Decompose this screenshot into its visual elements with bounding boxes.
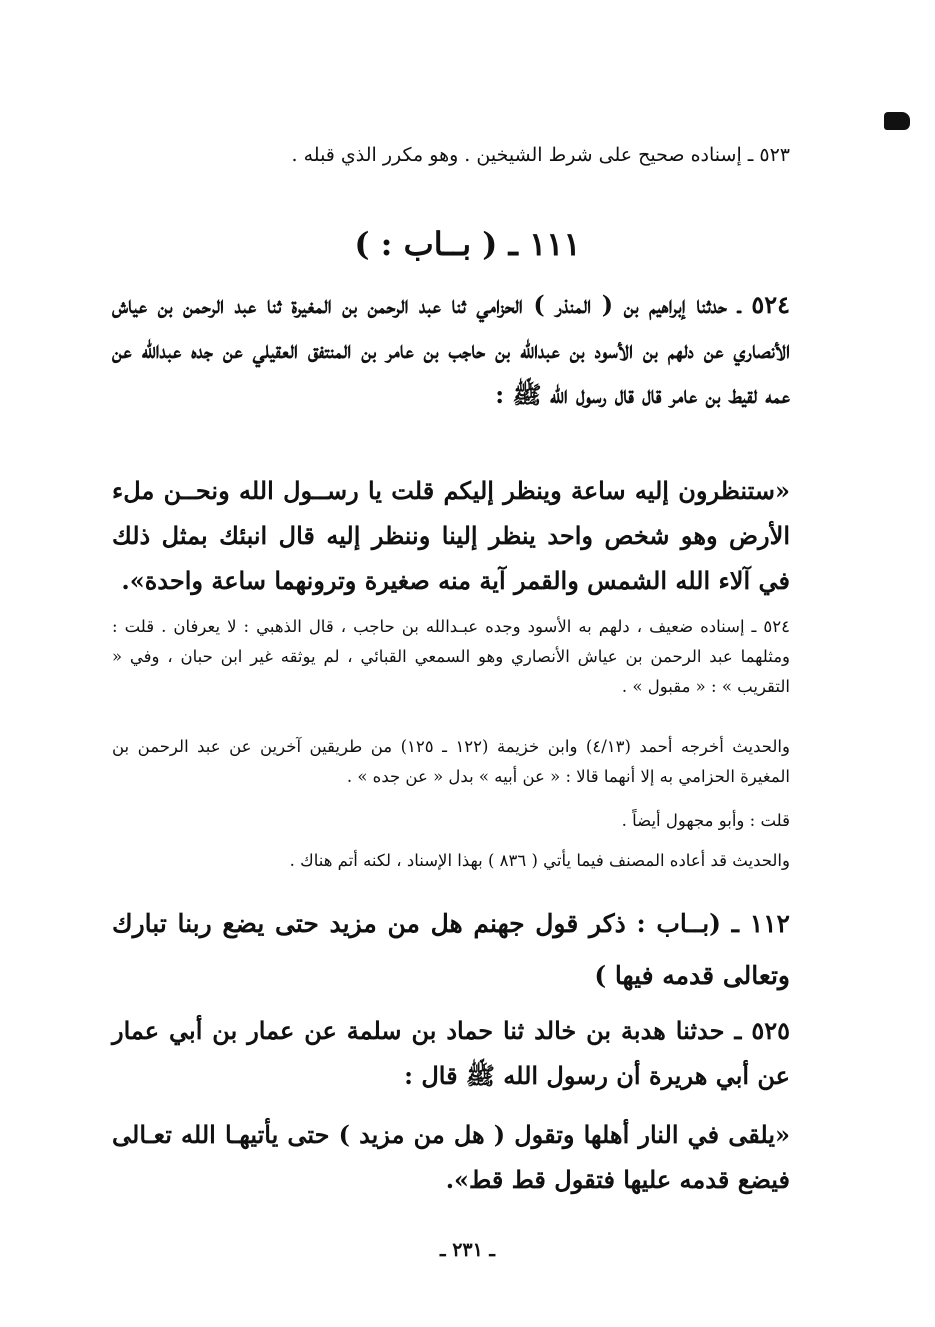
footnote-524: ٥٢٤ ـ إسناده ضعيف ، دلهم به الأسود وجده عبـدالله بن حاجب ، قال الذهبي : لا يعرفان . قلت : ومثلهما عبد الرحمن بن عياش الأنصاري وهو السمعي القبائي ، لم يوثقه غير ابن حبان ، وفي « التقريب » : « مقبول » . [112,617,790,696]
footnote-remark: قلت : وأبو مجهول أيضاً . [621,811,790,830]
footnote-repeat: والحديث قد أعاده المصنف فيما يأتي ( ٨٣٦ ) بهذا الإسناد ، لكنه أتم هناك . [289,851,790,870]
hadith-525-isnad: ٥٢٥ ـ حدثنا هدبة بن خالد ثنا حماد بن سلمة عن عمار بن أبي عمار عن أبي هريرة أن رسول الله ﷺ قال : [112,1016,790,1090]
footnote-takhrij: والحديث أخرجه أحمد (٤/١٣) وابن خزيمة (١٢٢ ـ ١٢٥) من طريقين آخرين عن عبد الرحمن بن المغيرة الحزامي به إلا أنهما قالا : « عن أبيه » بدل « عن جده » . [112,737,790,786]
hadith-525-matn: «يلقى في النار أهلها وتقول ( هل من مزيد ) حتى يأتيهـا الله تعـالى فيضع قدمه عليها فتقول قط قط». [112,1120,790,1194]
hadith-524-isnad: ٥٢٤ ـ حدثنا إبراهيم بن ( المنذر ) الحزامي ثنا عبد الرحمن بن المغيرة ثنا عبد الرحمن بن عياش الأنصاري عن دلهم بن الأسود بن عبدالله بن حاجب بن عامر بن المنتفق العقيلي عن جده عبدالله عن عمه لقيط بن عامر قال قال رسول الله ﷺ : [112,290,790,409]
page-number: ـ ٢٣١ ـ [440,1239,495,1261]
chapter-heading-112: ١١٢ ـ (بــاب : ذكر قول جهنم هل من مزيد حتى يضع ربنا تبارك وتعالى قدمه فيها ) [112,909,790,990]
ink-mark [884,112,910,130]
hadith-524-matn: «ستنظرون إليه ساعة وينظر إليكم قلت يا رســول الله ونحــن ملء الأرض وهو شخص واحد ينظر إلينا وننظر إليه قال انبئك بمثل ذلك في آلاء الله الشمس والقمر آية منه صغيرة وترونهما ساعة واحدة». [112,476,790,595]
footnote-523: ٥٢٣ ـ إسناده صحيح على شرط الشيخين . وهو مكرر الذي قبله . [291,144,790,166]
chapter-heading-111: ١١١ ـ ( بــاب : ) [354,225,581,263]
